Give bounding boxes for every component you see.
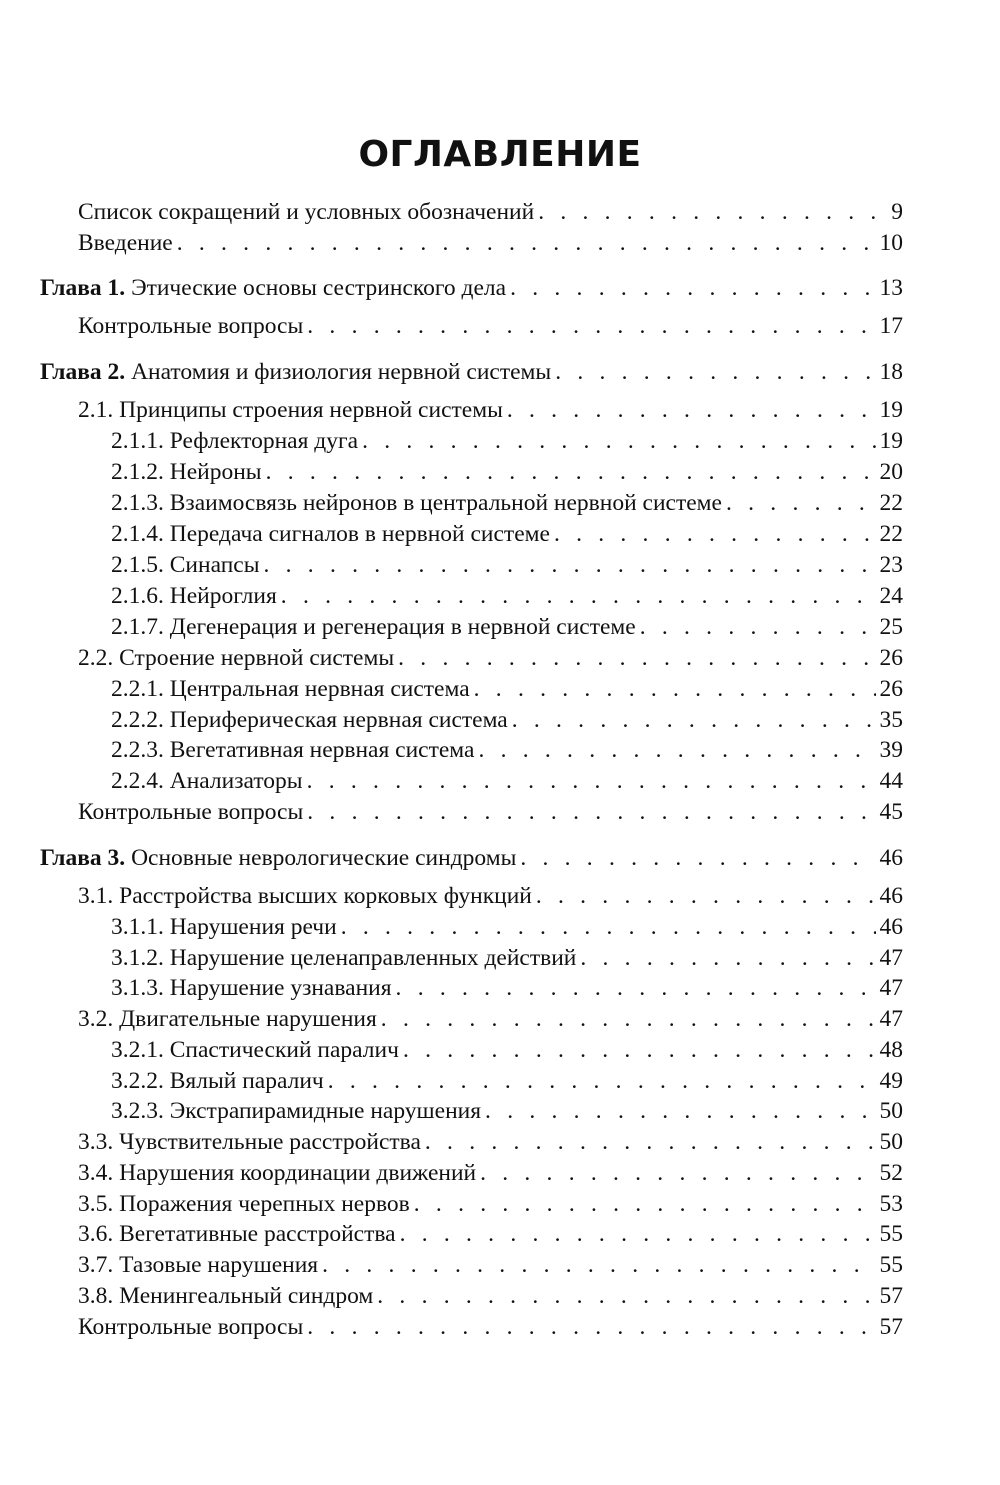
toc-entry-text: 2.1. Принципы строения нервной системы [78,397,503,423]
toc-page-number: 13 [879,275,903,301]
toc-entry[interactable] [111,426,903,457]
toc-entry-text: 2.1.7. Дегенерация и регенерация в нервной системе [111,614,636,640]
toc-entry[interactable] [111,943,903,974]
toc-page-number: 17 [879,313,903,339]
toc-entry-text: 3.5. Поражения черепных нервов [78,1191,410,1217]
toc-entry-label [40,357,551,388]
toc-entry-text: 3.2. Двигательные нарушения [78,1006,377,1032]
toc-entry-label [111,488,722,519]
toc-entry[interactable] [111,550,903,581]
toc-entry-label [78,228,173,259]
toc-entry[interactable] [78,311,903,342]
toc-entry-label [111,550,260,581]
toc-entry-label [111,674,470,705]
dot-leader [580,943,875,974]
toc-entry-label [78,1004,377,1035]
toc-entry-label [78,1281,373,1312]
toc-entry-text: Список сокращений и условных обозначений [78,199,535,225]
dot-leader [510,273,875,304]
toc-entry-text: 3.2.2. Вялый паралич [111,1068,324,1094]
dot-leader [554,519,876,550]
toc-entry-text: 3.1.1. Нарушения речи [111,914,337,940]
toc-chapter-entry[interactable] [40,357,903,388]
toc-entry-label [78,881,532,912]
toc-entry-label [111,1066,324,1097]
toc-entry-text: Контрольные вопросы [78,313,304,339]
toc-chapter-entry[interactable] [40,843,903,874]
toc-page-number: 19 [879,428,903,454]
dot-leader [400,1219,876,1250]
toc-page-number: 26 [879,676,903,702]
toc-entry-label [111,912,337,943]
toc-entry[interactable] [78,1127,903,1158]
toc-chapter-number: Глава 1. [40,275,126,301]
toc-page-number: 45 [879,799,903,825]
dot-leader [307,311,875,342]
toc-entry-text: 3.2.3. Экстрапирамидные нарушения [111,1098,482,1124]
toc-chapter-number: Глава 2. [40,359,126,385]
dot-leader [536,881,876,912]
dot-leader [307,1312,875,1343]
toc-page-number: 46 [879,883,903,909]
dot-leader [507,395,876,426]
toc-entry-text: Контрольные вопросы [78,799,304,825]
dot-leader [425,1127,876,1158]
toc-entry[interactable] [78,1158,903,1189]
toc-entry-label [111,766,303,797]
toc-entry-text: 3.8. Менингеальный синдром [78,1283,374,1309]
dot-leader [322,1250,875,1281]
dot-leader [381,1004,876,1035]
toc-entry-label [111,1035,399,1066]
toc-page-number: 47 [879,975,903,1001]
toc-entry[interactable] [111,1035,903,1066]
dot-leader [398,643,875,674]
toc-entry-label [78,1250,318,1281]
toc-entry[interactable] [111,457,903,488]
toc-entry-text: 2.2.3. Вегетативная нервная система [111,737,475,763]
toc-entry-text: 3.3. Чувствительные расстройства [78,1129,421,1155]
toc-entry-text: Введение [78,230,173,256]
toc-page-number: 24 [879,583,903,609]
toc-entry[interactable] [111,735,903,766]
dot-leader [474,674,876,705]
toc-entry-label [111,705,508,736]
toc-entry-text: 2.2. Строение нервной системы [78,645,395,671]
toc-entry-label [111,1096,481,1127]
dot-leader [266,457,876,488]
toc-page-number: 50 [879,1129,903,1155]
toc-entry[interactable] [78,197,903,228]
toc-entry[interactable] [111,674,903,705]
toc-page-number: 49 [879,1068,903,1094]
toc-entry[interactable] [78,1250,903,1281]
toc-entry-label [40,273,506,304]
toc-page-number: 48 [879,1037,903,1063]
toc-page-number: 55 [879,1252,903,1278]
toc-entry-text: 2.2.1. Центральная нервная система [111,676,470,702]
toc-page-number: 22 [879,521,903,547]
toc-entry-label [111,581,277,612]
toc-page-number: 39 [879,737,903,763]
toc-page-number: 20 [879,459,903,485]
toc-entry[interactable] [111,581,903,612]
toc-page-number: 26 [879,645,903,671]
toc-entry[interactable] [78,643,903,674]
toc-entry[interactable] [111,705,903,736]
toc-chapter-number: Глава 3. [40,845,126,871]
toc-page-number: 47 [879,945,903,971]
dot-leader [362,426,875,457]
toc-entry-text: 2.1.5. Синапсы [111,552,260,578]
toc-entry-label [111,519,550,550]
dot-leader [307,766,876,797]
toc-entry[interactable] [78,797,903,828]
page-title: ОГЛАВЛЕНИЕ [358,134,642,175]
toc-page-number: 55 [879,1221,903,1247]
toc-entry-text: 2.1.3. Взаимосвязь нейронов в центральной нервной системе [111,490,722,516]
toc-page-number: 57 [879,1314,903,1340]
dot-leader [520,843,875,874]
toc-entry[interactable] [111,766,903,797]
toc-page-number: 52 [879,1160,903,1186]
toc-entry-text: 3.7. Тазовые нарушения [78,1252,319,1278]
toc-entry[interactable] [78,1189,903,1220]
toc-entry-label [78,1312,303,1343]
toc-page-number: 10 [879,230,903,256]
toc-entry-text: 2.1.4. Передача сигналов в нервной системе [111,521,550,547]
toc-entry-label [40,843,516,874]
toc-entry-text: 3.2.1. Спастический паралич [111,1037,399,1063]
toc-entry[interactable] [111,519,903,550]
dot-leader [377,1281,875,1312]
toc-entry-label [78,1189,410,1220]
toc-entry[interactable] [111,1066,903,1097]
toc-entry-text: Основные неврологические синдромы [125,845,517,871]
toc-entry[interactable] [111,973,903,1004]
toc-entry-label [78,197,534,228]
toc-entry-label [111,973,392,1004]
toc-page-number: 57 [879,1283,903,1309]
toc-entry-label [78,797,303,828]
toc-entry[interactable] [78,228,903,259]
toc-entry-text: 3.6. Вегетативные расстройства [78,1221,396,1247]
toc-page-number: 9 [891,199,903,225]
dot-leader [177,228,876,259]
dot-leader [555,357,875,388]
toc-entry-text: 3.1.3. Нарушение узнавания [111,975,392,1001]
toc-page-number: 23 [879,552,903,578]
toc-entry[interactable] [78,1219,903,1250]
toc-entry-text: Контрольные вопросы [78,1314,304,1340]
dot-leader [264,550,876,581]
toc-entry-text: 3.4. Нарушения координации движений [78,1160,477,1186]
toc-entry-text: 2.2.4. Анализаторы [111,768,303,794]
dot-leader [341,912,876,943]
dot-leader [480,1158,875,1189]
toc-entry-label [111,426,358,457]
dot-leader [414,1189,876,1220]
dot-leader [726,488,876,519]
toc-page-number: 19 [879,397,903,423]
toc-entry[interactable] [78,1004,903,1035]
toc-entry-label [111,943,576,974]
toc-entry[interactable] [78,395,903,426]
toc-entry[interactable] [111,1096,903,1127]
toc-entry[interactable] [111,612,903,643]
toc-entry-label [111,735,474,766]
toc-entry[interactable] [78,1281,903,1312]
toc-entry-label [111,457,262,488]
toc-entry-text: 2.1.2. Нейроны [111,459,262,485]
toc-page-number: 35 [879,707,903,733]
toc-page-number: 44 [879,768,903,794]
dot-leader [307,797,875,828]
toc-entry-text: Анатомия и физиология нервной системы [125,359,552,385]
toc-page-number: 47 [879,1006,903,1032]
toc-entry[interactable] [111,912,903,943]
dot-leader [328,1066,876,1097]
toc-page-number: 50 [879,1098,903,1124]
toc-page-number: 22 [879,490,903,516]
toc-page-number: 46 [879,914,903,940]
toc-entry-label [78,395,503,426]
toc-entry[interactable] [78,1312,903,1343]
dot-leader [640,612,876,643]
toc-entry-text: 2.1.6. Нейроглия [111,583,277,609]
dot-leader [396,973,876,1004]
toc-chapter-entry[interactable] [40,273,903,304]
dot-leader [478,735,875,766]
dot-leader [403,1035,876,1066]
toc-page-number: 18 [879,359,903,385]
toc-page-number: 25 [879,614,903,640]
toc-entry-label [78,311,303,342]
toc-entry[interactable] [78,881,903,912]
toc-entry-text: 3.1. Расстройства высших корковых функций [78,883,532,909]
toc-entry-label [78,1127,421,1158]
toc-entry[interactable] [111,488,903,519]
toc-entry-text: Этические основы сестринского дела [125,275,507,301]
toc-entry-text: 2.1.1. Рефлекторная дуга [111,428,359,454]
dot-leader [485,1096,875,1127]
dot-leader [538,197,877,228]
toc-entry-text: 2.2.2. Периферическая нервная система [111,707,508,733]
toc-entry-label [111,612,636,643]
toc-entry-label [78,1219,396,1250]
toc-entry-text: 3.1.2. Нарушение целенаправленных действий [111,945,577,971]
dot-leader [512,705,876,736]
toc-entry-label [78,1158,476,1189]
toc-page-number: 53 [879,1191,903,1217]
dot-leader [281,581,876,612]
toc-page-number: 46 [879,845,903,871]
toc-entry-label [78,643,394,674]
